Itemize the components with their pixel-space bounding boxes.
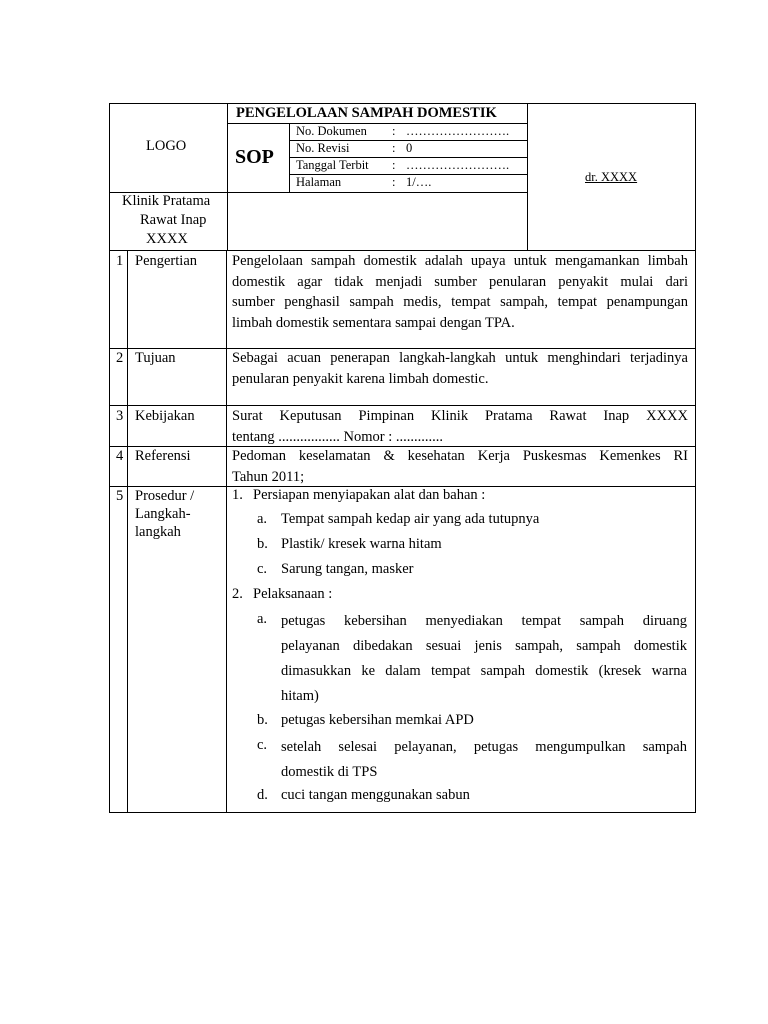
section-label: Langkah- <box>135 506 191 522</box>
item-text: petugas kebersihan menyediakan tempat sampah diruang pelayanan dibedakan sesuai jenis sampah, sampah domestik dimasukkan ke dalam tempat sampah domestik (kresek warna hitam) <box>281 613 687 704</box>
meta-separator: : <box>392 175 396 189</box>
meta-label: No. Revisi <box>296 141 350 155</box>
section-number: 5 <box>116 488 124 504</box>
item-text: cuci tangan menggunakan sabun <box>281 787 470 803</box>
item-letter: a. <box>257 511 268 527</box>
item-text: petugas kebersihan memkai APD <box>281 712 474 728</box>
section-label: Referensi <box>135 448 191 464</box>
document-title: PENGELOLAAN SAMPAH DOMESTIK <box>236 105 497 121</box>
meta-value: ……………………. <box>406 124 510 138</box>
section-label: Pengertian <box>135 253 198 269</box>
item-letter: c. <box>257 737 268 753</box>
section-label: Kebijakan <box>135 408 195 424</box>
purpose-text: Sebagai acuan penerapan langkah-langkah untuk menghindari terjadinya penularan penyakit karena limbah domestic. <box>232 350 688 387</box>
section-label: Tujuan <box>135 350 176 366</box>
reference-text: Pedoman keselamatan & kesehatan Kerja Puskesmas Kemenkes RI Tahun 2011; <box>232 448 688 485</box>
item-text: setelah selesai pelayanan, petugas mengumpulkan sampah domestik di TPS <box>281 739 687 780</box>
item-text: Tempat sampah kedap air yang ada tutupnya <box>281 511 540 527</box>
logo-placeholder: LOGO <box>146 138 187 154</box>
clinic-name-line: Rawat Inap <box>140 212 207 228</box>
policy-text: Surat Keputusan Pimpinan Klinik Pratama Rawat Inap XXXX tentang ................. Nomor : ............. <box>232 408 688 445</box>
meta-label: Tanggal Terbit <box>296 158 369 172</box>
clinic-name-line: XXXX <box>146 231 188 247</box>
section-label: Prosedur / <box>135 488 195 504</box>
section-label: langkah <box>135 524 181 540</box>
meta-separator: : <box>392 124 396 138</box>
item-letter: c. <box>257 561 268 577</box>
item-letter: a. <box>257 611 268 627</box>
meta-separator: : <box>392 141 396 155</box>
item-letter: b. <box>257 712 268 728</box>
meta-separator: : <box>392 158 396 172</box>
step-text: Pelaksanaan : <box>253 586 333 602</box>
section-number: 3 <box>116 408 124 424</box>
step-number: 1. <box>232 487 243 503</box>
section-number: 2 <box>116 350 124 366</box>
item-letter: b. <box>257 536 268 552</box>
section-number: 4 <box>116 448 124 464</box>
item-text: Sarung tangan, masker <box>281 561 414 577</box>
step-text: Persiapan menyiapakan alat dan bahan : <box>253 487 486 503</box>
meta-value: 0 <box>406 141 413 155</box>
meta-label: No. Dokumen <box>296 124 367 138</box>
signer-name: dr. XXXX <box>585 170 638 184</box>
section-number: 1 <box>116 253 124 269</box>
meta-value: ……………………. <box>406 158 510 172</box>
step-number: 2. <box>232 586 243 602</box>
definition-text: Pengelolaan sampah domestik adalah upaya untuk mengamankan limbah domestik agar tidak menjadi sumber penularan penyakit mulai dari sumber penghasil sampah medis, tempat sampah, tempat penampungan limbah domestik sementara sampai dengan TPA. <box>232 253 688 331</box>
item-text: Plastik/ kresek warna hitam <box>281 536 442 552</box>
meta-value: 1/…. <box>406 175 432 189</box>
sop-label: SOP <box>235 146 274 168</box>
clinic-name-line: Klinik Pratama <box>122 193 211 209</box>
item-letter: d. <box>257 787 268 803</box>
meta-label: Halaman <box>296 175 342 189</box>
